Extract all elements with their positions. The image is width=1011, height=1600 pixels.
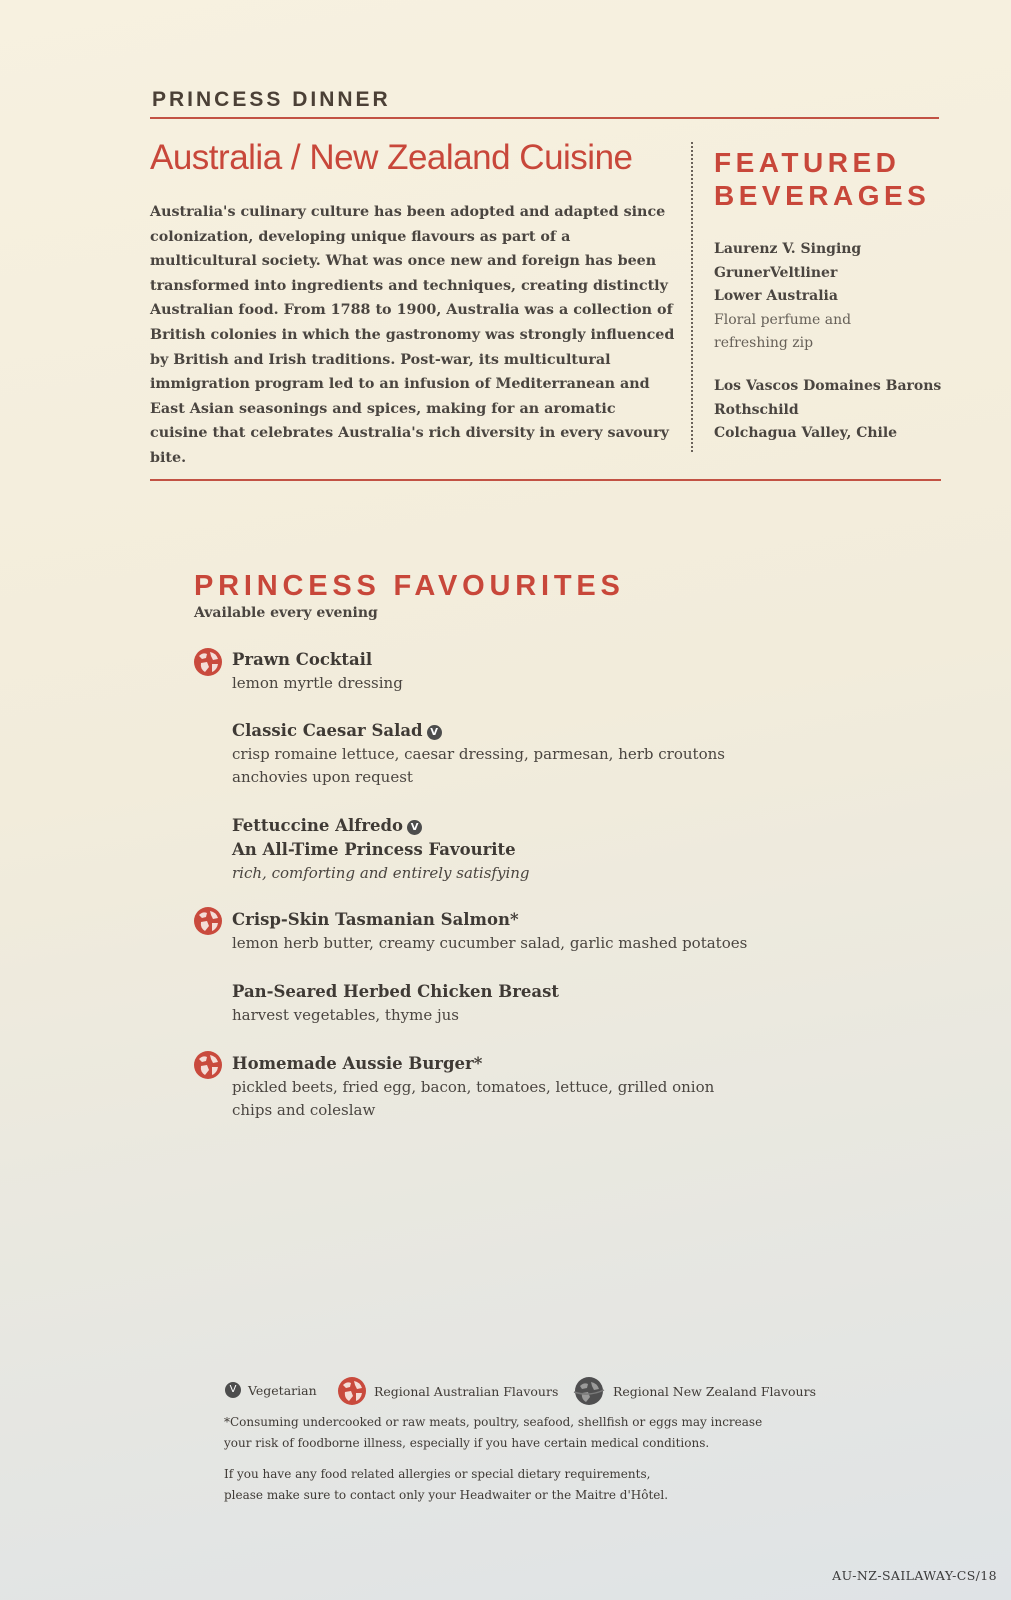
beverage-item xyxy=(714,238,861,356)
cuisine-title: Australia / New Zealand Cuisine xyxy=(150,138,633,177)
favourites-title: PRINCESS FAVOURITES xyxy=(194,570,625,602)
globe-red-icon xyxy=(193,1050,223,1080)
menu-item-name-row xyxy=(232,719,832,743)
beverages-title-line1: FEATURED xyxy=(714,147,901,178)
menu-item-name: Classic Caesar Salad xyxy=(232,721,423,740)
allergy-notice xyxy=(224,1464,668,1505)
beverage-name-cont: Rothschild xyxy=(714,401,799,418)
legend-australian-label: Regional Australian Flavours xyxy=(374,1383,559,1399)
menu-item-description: chips and coleslaw xyxy=(232,1101,376,1119)
legend-newzealand xyxy=(572,1376,816,1406)
menu-item-description: crisp romaine lettuce, caesar dressing, parmesan, herb croutons xyxy=(232,745,725,763)
menu-item-description: harvest vegetables, thyme jus xyxy=(232,1006,459,1024)
menu-item xyxy=(232,719,832,789)
menu-item-name: Crisp-Skin Tasmanian Salmon* xyxy=(232,910,519,929)
beverage-note: refreshing zip xyxy=(714,335,814,351)
beverage-varietal: GrunerVeltliner xyxy=(714,264,838,281)
menu-item-name: Homemade Aussie Burger* xyxy=(232,1054,483,1073)
legend-vegetarian-label: Vegetarian xyxy=(248,1382,317,1398)
vegetarian-v-icon: V xyxy=(407,820,422,835)
warning-line: your risk of foodborne illness, especially if you have certain medical conditions. xyxy=(224,1435,710,1450)
intro-paragraph: Australia's culinary culture has been adopted and adapted since colonization, developing unique flavours as part of a multicultural society. What was once new and foreign has been transformed into ingredients and techniques, creating distinctly Australian food. From 1788 to 1900, Australia was a collection of British colonies in which the gastronomy was strongly influenced by British and Irish traditions. Post-war, its multicultural immigration program led to an infusion of Mediterranean and East Asian seasonings and spices, making for an aromatic cuisine that celebrates Australia's rich diversity in every savoury bite. xyxy=(150,204,675,466)
menu-item-name-row xyxy=(232,814,832,838)
menu-item-description: lemon herb butter, creamy cucumber salad, garlic mashed potatoes xyxy=(232,934,748,952)
bottom-rule xyxy=(150,479,941,481)
warning-line: *Consuming undercooked or raw meats, poultry, seafood, shellfish or eggs may increase xyxy=(224,1415,763,1429)
menu-item xyxy=(232,1052,832,1122)
beverage-region: Lower Australia xyxy=(714,288,838,304)
dotted-divider xyxy=(691,142,693,452)
beverage-name: Laurenz V. Singing xyxy=(714,241,862,257)
menu-item-description: pickled beets, fried egg, bacon, tomatoes, lettuce, grilled onion xyxy=(232,1078,715,1096)
beverages-title xyxy=(714,146,930,212)
menu-item xyxy=(232,814,832,885)
legend-australian xyxy=(337,1376,558,1406)
legend xyxy=(222,1376,822,1406)
globe-red-icon xyxy=(337,1376,367,1406)
allergy-line: If you have any food related allergies or special dietary requirements, xyxy=(224,1467,651,1481)
vegetarian-v-icon: V xyxy=(225,1382,241,1398)
globe-red-icon xyxy=(193,647,223,677)
legend-newzealand-label: Regional New Zealand Flavours xyxy=(613,1383,816,1399)
beverage-name: Los Vascos Domaines Barons xyxy=(714,378,942,394)
vegetarian-v-icon: V xyxy=(427,725,442,740)
beverage-item xyxy=(714,375,941,446)
menu-item-name: Prawn Cocktail xyxy=(232,650,373,669)
menu-item-description: rich, comforting and entirely satisfying xyxy=(232,864,530,882)
legend-vegetarian xyxy=(225,1382,317,1398)
menu-item-description: lemon myrtle dressing xyxy=(232,674,403,692)
favourites-subtitle: Available every evening xyxy=(194,605,378,621)
menu-item xyxy=(232,908,832,955)
menu-code: AU-NZ-SAILAWAY-CS/18 xyxy=(832,1568,997,1583)
menu-item-name: Fettuccine Alfredo xyxy=(232,816,404,835)
top-rule xyxy=(150,117,939,119)
beverages-title-line2: BEVERAGES xyxy=(714,180,931,211)
globe-red-icon xyxy=(193,906,223,936)
beverage-region: Colchagua Valley, Chile xyxy=(714,425,898,441)
menu-item-description: anchovies upon request xyxy=(232,768,413,786)
menu-item-name: Pan-Seared Herbed Chicken Breast xyxy=(232,982,560,1001)
menu-item-subtitle: An All-Time Princess Favourite xyxy=(232,840,516,859)
menu-item xyxy=(232,980,832,1027)
allergy-line: please make sure to contact only your Headwaiter or the Maitre d'Hôtel. xyxy=(224,1487,669,1502)
food-safety-warning xyxy=(224,1412,762,1453)
beverage-note: Floral perfume and xyxy=(714,311,852,328)
menu-item xyxy=(232,648,832,695)
globe-dark-icon xyxy=(572,1376,606,1406)
menu-kicker: PRINCESS DINNER xyxy=(152,88,391,111)
